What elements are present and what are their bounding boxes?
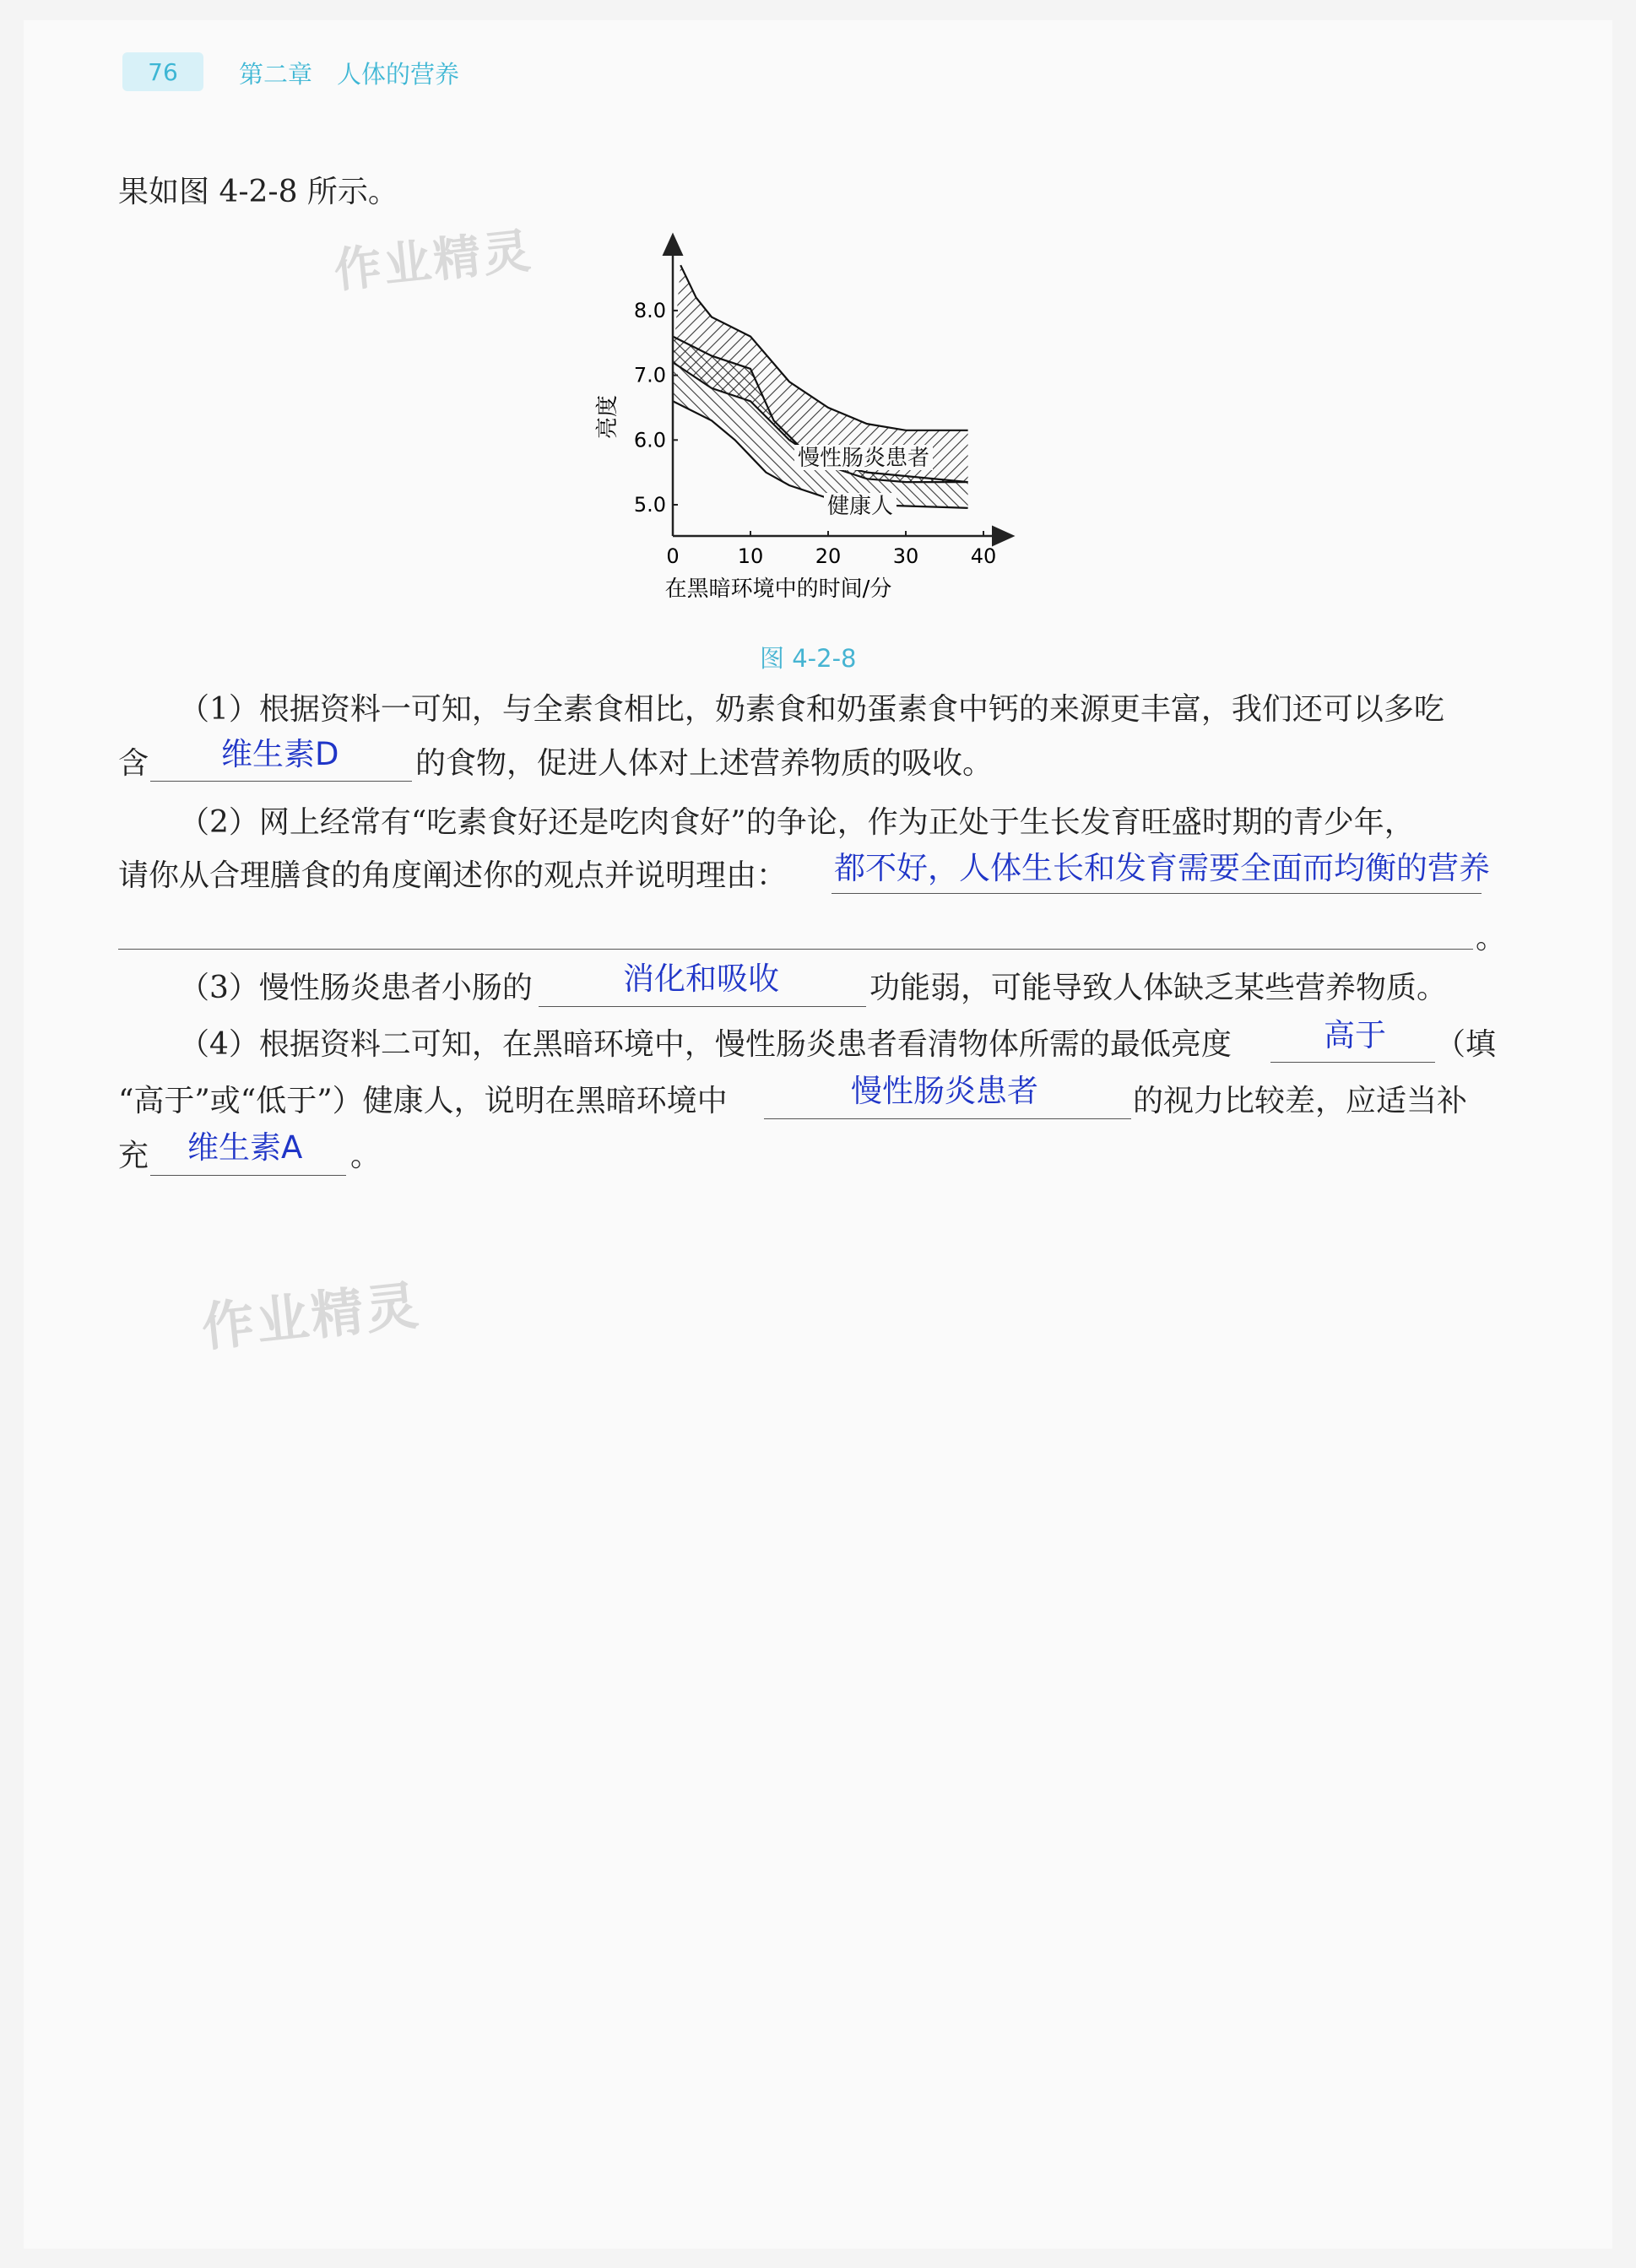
q4-answer-blank-2[interactable]	[764, 1118, 1131, 1119]
q1-line1: （1）根据资料一可知，与全素食相比，奶素食和奶蛋素食中钙的来源更丰富，我们还可以多吃	[179, 692, 1444, 727]
y-tick-label: 8.0	[633, 298, 666, 322]
y-axis-label: 亮度	[595, 394, 620, 440]
q2-line1: （2）网上经常有“吃素食好还是吃肉食好”的争论，作为正处于生长发育旺盛时期的青少年，	[179, 805, 1415, 840]
q2-answer-blank-2[interactable]	[118, 949, 1473, 950]
q3-prefix: （3）慢性肠炎患者小肠的	[179, 971, 533, 1005]
q4-answer-2: 慢性肠炎患者	[851, 1073, 1038, 1109]
q3-suffix: 功能弱，可能导致人体缺乏某些营养物质。	[869, 971, 1448, 1005]
q4-line2-suffix: 的视力比较差，应适当补	[1133, 1084, 1468, 1118]
q2-answer-blank-1[interactable]	[832, 893, 1482, 894]
page-number-badge: 76	[122, 52, 203, 91]
series-label-2: 健康人	[827, 494, 894, 519]
q3-answer-blank[interactable]	[539, 1006, 866, 1007]
q2-end: 。	[1476, 921, 1507, 955]
y-tick-label: 6.0	[633, 428, 666, 452]
q4-answer-1: 高于	[1324, 1017, 1386, 1053]
x-tick-label: 30	[892, 544, 919, 568]
x-tick-label: 40	[970, 544, 997, 568]
q4-end: 。	[350, 1139, 382, 1173]
x-tick-label: 20	[815, 544, 842, 568]
chapter-title: 第二章 人体的营养	[239, 60, 460, 89]
figure-caption: 图 4-2-8	[760, 644, 857, 673]
q4-line3-prefix: 充	[118, 1139, 149, 1173]
figure-chart	[582, 228, 1021, 625]
q2-prefix: 请你从合理膳食的角度阐述你的观点并说明理由：	[118, 858, 788, 893]
q1-prefix: 含	[118, 746, 149, 781]
q2-answer: 都不好，人体生长和发育需要全面而均衡的营养	[834, 850, 1490, 886]
watermark-bottom: 作业精灵	[198, 1274, 424, 1359]
y-tick-label: 7.0	[633, 363, 666, 387]
q3-answer: 消化和吸收	[623, 961, 779, 997]
x-tick-label: 0	[666, 544, 680, 568]
series-label-1: 慢性肠炎患者	[798, 446, 930, 471]
x-tick-label: 10	[737, 544, 764, 568]
x-axis-label: 在黑暗环境中的时间/分	[664, 576, 892, 602]
q4-line2-prefix: “高于”或“低于”）健康人，说明在黑暗环境中	[118, 1084, 728, 1118]
watermark-top: 作业精灵	[331, 223, 536, 300]
y-tick-label: 5.0	[633, 493, 666, 517]
q1-answer-blank[interactable]	[150, 781, 412, 782]
q1-answer: 维生素D	[221, 736, 339, 772]
q4-answer-blank-3[interactable]	[150, 1175, 346, 1176]
intro-text: 果如图 4-2-8 所示。	[118, 175, 398, 209]
q4-answer-3: 维生素A	[187, 1129, 303, 1166]
q4-fill-hint: （填	[1435, 1027, 1497, 1062]
q4-answer-blank-1[interactable]	[1270, 1062, 1435, 1063]
q1-suffix: 的食物，促进人体对上述营养物质的吸收。	[415, 746, 994, 781]
q4-line1: （4）根据资料二可知，在黑暗环境中，慢性肠炎患者看清物体所需的最低亮度	[179, 1027, 1232, 1062]
